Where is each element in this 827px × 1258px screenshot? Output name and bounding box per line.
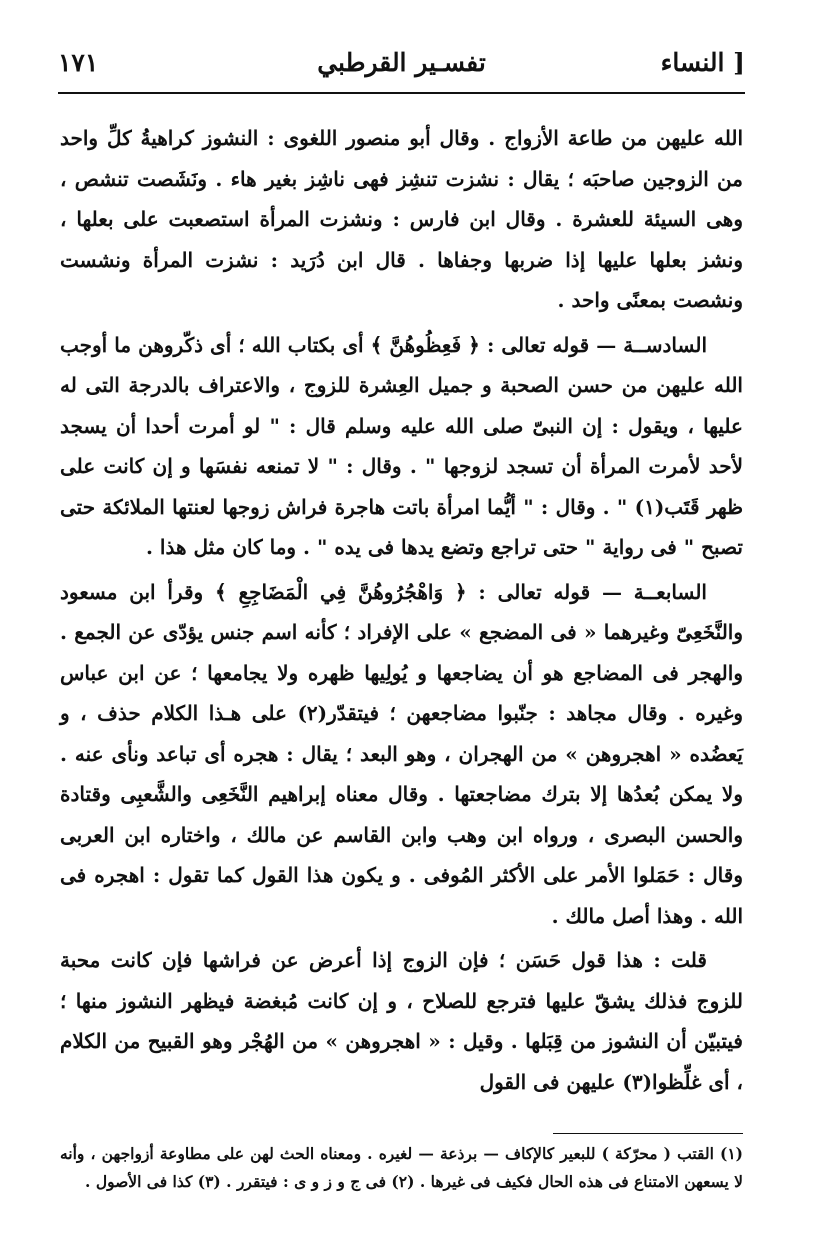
paragraph: قلت : هذا قول حَسَن ؛ فإن الزوج إذا أعرض عن فراشها فإن كانت محبة للزوج فذلك يشقّ عليها فترجع للصلاح ، و إن كانت مُبغضة فيظهر النشوز منها ؛ فيتبيّن أن النشوز من قِبَلها . وقيل : « اهجروهن » من الهُجْر وهو القبيح من الكلام ، أى غلِّظوا(٣) عليهن فى القول (60, 948, 743, 1094)
surah-name: [ النساء (660, 48, 745, 77)
book-title: تفسـير القرطبي (317, 48, 486, 77)
footnote-item: (٣) كذا فى الأصول . (85, 1172, 221, 1191)
footnote-divider (553, 1133, 743, 1134)
paragraph: السادســة — قوله تعالى : ﴿ فَعِظُوهُنَّ ﴾ أى بكتاب الله ؛ أى ذكّروهن ما أوجب الله عليهن من حسن الصحبة و جميل العِشرة للزوج ، والاعتراف بالدرجة التى له عليها ، ويقول : إن النبىّ صلى الله عليه وسلم قال : " لو أمرت أحدا أن يسجد لأحد لأمرت المرأة أن تسجد لزوجها " . وقال : " لا تمنعه نفسَها و إن كانت على ظهر قَتَب(١) " . وقال : " أيُّما امرأة باتت هاجرة فراش زوجها لعنتها الملائكة حتى تصبح " فى رواية " حتى تراجع وتضع يدها فى يده " . وما كان مثل هذا . (60, 332, 743, 559)
paragraph: الله عليهن من طاعة الأزواج . وقال أبو منصور اللغوى : النشوز كراهيةُ كلِّ واحد من الزوجين صاحبَه ؛ يقال : نشزت تنشِز فهى ناشِز بغير هاء . ونَشَصت تنشص ، وهى السيئة للعشرة . وقال ابن فارس : ونشزت المرأة استصعبت على بعلها ، ونشز بعلها عليها إذا ضربها وجفاها . قال ابن دُرَيد : نشزت المرأة ونشست ونشصت بمعنًى واحد . (60, 126, 743, 312)
paragraph: السابعــة — قوله تعالى : ﴿ وَاهْجُرُوهُنَّ فِي الْمَضَاجِعِ ﴾ وقرأ ابن مسعود والنَّخَعِىّ وغيرهما « فى المضجع » على الإفراد ؛ كأنه اسم جنس يؤدّى عن الجمع . والهجر فى المضاجع هو أن يضاجعها و يُولِيها ظهره ولا يجامعها ؛ عن ابن عباس وغيره . وقال مجاهد : جنّبوا مضاجعهن ؛ فيتقدّر(٢) على هـذا الكلام حذف ، و يَعضُده « اهجروهن » من الهجران ، وهو البعد ؛ يقال : هجره أى تباعد ونأى عنه . ولا يمكن بُعدُها إلا بترك مضاجعتها . وقال معناه إبراهيم النَّخَعِى والشَّعبِى وقتادة والحسن البصرى ، ورواه ابن وهب وابن القاسم عن مالك ، واختاره ابن العربى وقال : حَمَلوا الأمر على الأكثر المُوفى . و يكون هذا القول كما تقول : اهجره فى الله . وهذا أصل مالك . (60, 579, 743, 928)
footnotes (60, 1140, 743, 1196)
page-number: ١٧١ (58, 48, 99, 77)
footnote (60, 1140, 743, 1196)
main-text (60, 118, 743, 1102)
footnote-item: (٢) فى ج و ز و ى : فيتقرر . (226, 1172, 415, 1191)
footnote-item: (١) القتب ( محرّكة ) للبعير كالإكاف — برذعة — لغيره . ومعناه الحث لهن على مطاوعة أزواجهن ، وأنه لا يسعهن الامتناع فى هذه الحال فكيف فى غيرها . (60, 1144, 743, 1191)
running-header (58, 46, 745, 94)
